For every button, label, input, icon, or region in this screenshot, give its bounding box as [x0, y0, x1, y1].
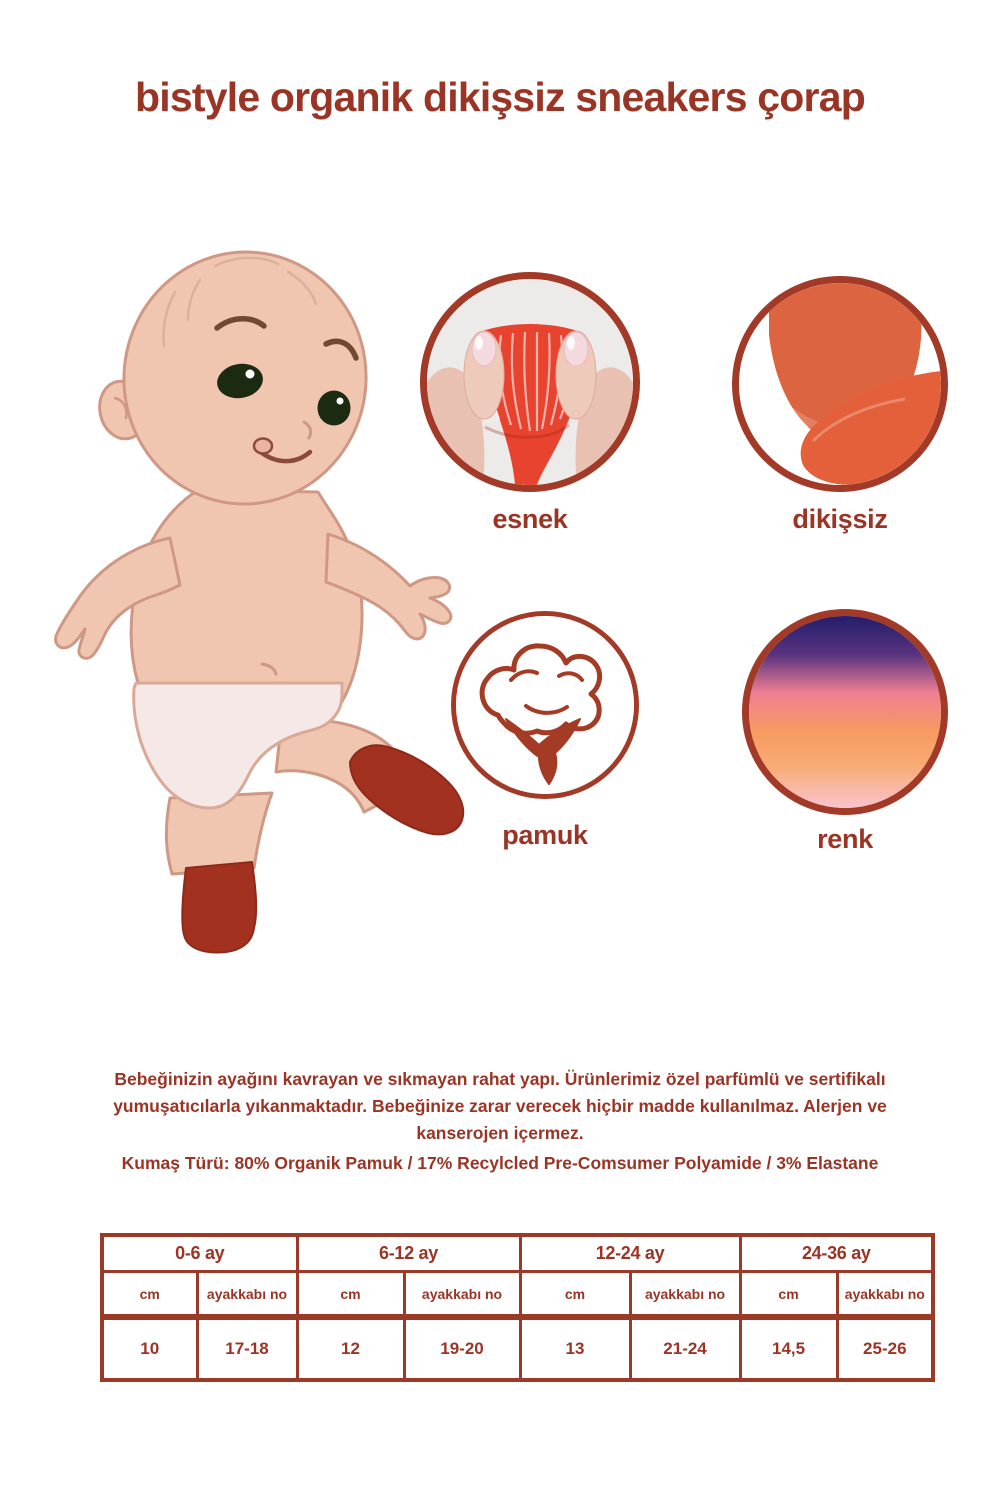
feature-dikissiz [732, 276, 948, 535]
orange-seamless-socks-photo [732, 276, 948, 492]
size-cell: 19-20 [404, 1317, 520, 1380]
size-cell: 25-26 [837, 1317, 933, 1380]
description-line: Bebeğinizin ayağını kavrayan ve sıkmayan rahat yapı. Ürünlerimiz özel parfümlü ve sertifikalı [114, 1069, 886, 1089]
baby-illustration [20, 240, 470, 970]
feature-label-dikissiz: dikişsiz [792, 504, 888, 534]
column-header-row [102, 1272, 933, 1318]
feature-label-esnek: esnek [492, 504, 568, 534]
fabric-composition: Kumaş Türü: 80% Organik Pamuk / 17% Recylcled Pre-Comsumer Polyamide / 3% Elastane [121, 1153, 879, 1173]
size-cell: 17-18 [197, 1317, 297, 1380]
renk-gradient [749, 616, 941, 808]
col-header-shoe-no: ayakkabı no [404, 1272, 520, 1318]
col-header-cm: cm [740, 1272, 837, 1318]
size-values-row [102, 1317, 933, 1380]
description-line: kanserojen içermez. [416, 1123, 584, 1143]
col-header-cm: cm [297, 1272, 404, 1318]
col-header-shoe-no: ayakkabı no [837, 1272, 933, 1318]
col-header-shoe-no: ayakkabı no [630, 1272, 740, 1318]
feature-esnek [420, 272, 640, 535]
col-header-cm: cm [520, 1272, 630, 1318]
stretched-red-sock-photo [420, 272, 640, 492]
size-cell: 12 [297, 1317, 404, 1380]
size-table [100, 1233, 935, 1382]
age-group-6-12: 6-12 ay [297, 1235, 520, 1272]
col-header-shoe-no: ayakkabı no [197, 1272, 297, 1318]
feature-label-pamuk: pamuk [502, 820, 588, 850]
page-title: bistyle organik dikişsiz sneakers çorap [135, 74, 865, 120]
feature-renk [742, 609, 948, 855]
color-gradient-swatch [742, 609, 948, 815]
age-group-header-row [102, 1235, 933, 1272]
col-header-cm: cm [102, 1272, 197, 1318]
baby-lifted-sock [350, 745, 463, 834]
baby-standing-sock [182, 862, 256, 953]
feature-pamuk [451, 611, 639, 851]
size-cell: 10 [102, 1317, 197, 1380]
size-cell: 21-24 [630, 1317, 740, 1380]
age-group-12-24: 12-24 ay [520, 1235, 740, 1272]
size-cell: 14,5 [740, 1317, 837, 1380]
cotton-flower-icon [451, 611, 639, 799]
product-description [0, 1066, 1000, 1147]
feature-label-renk: renk [817, 824, 873, 854]
age-group-0-6: 0-6 ay [102, 1235, 297, 1272]
size-cell: 13 [520, 1317, 630, 1380]
age-group-24-36: 24-36 ay [740, 1235, 933, 1272]
description-line: yumuşatıcılarla yıkanmaktadır. Bebeğinize zarar verecek hiçbir madde kullanılmaz. Alerjen ve [113, 1096, 887, 1116]
